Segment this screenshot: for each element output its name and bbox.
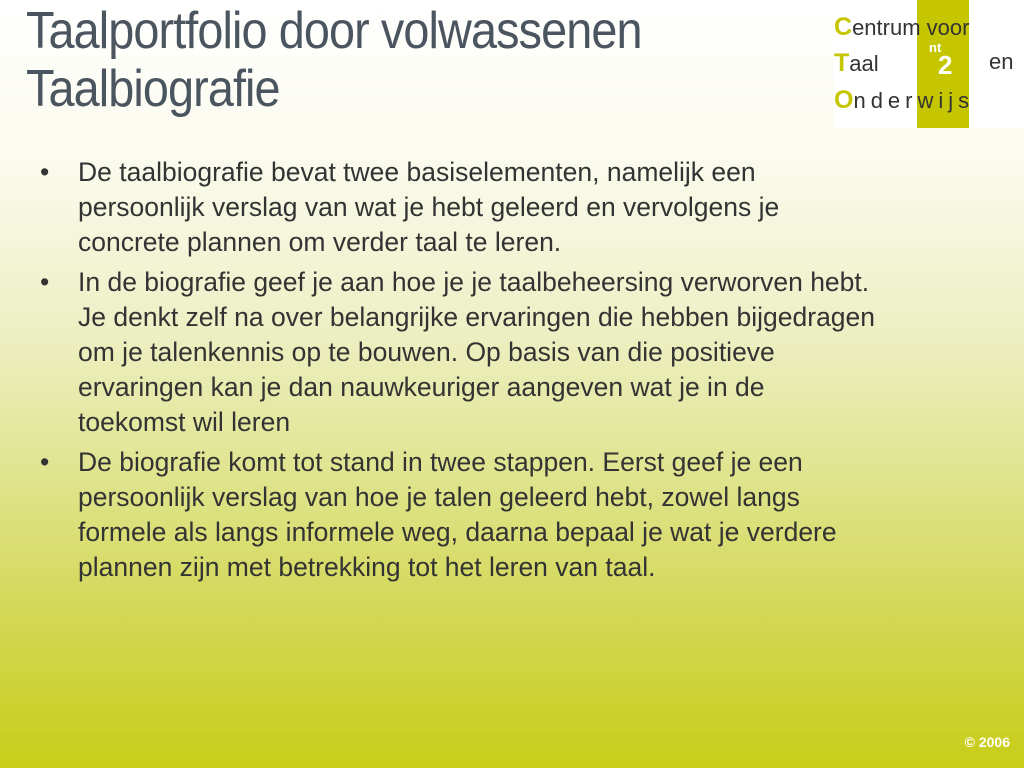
copyright-notice: © 2006: [964, 734, 1010, 750]
slide-title-line-1: Taalportfolio door volwassenen: [26, 2, 642, 60]
bullet-text: De biografie komt tot stand in twee stappen. Eerst geef je een persoonlijk verslag van hoe je talen geleerd hebt, zowel langs formele als langs informele weg, daarna bepaal je wat je verdere plannen zijn met betrekking tot het leren van taal.: [78, 447, 837, 582]
logo-line-1-rest: entrum voor: [852, 15, 970, 40]
logo-line-2-end: en: [989, 49, 1014, 74]
bullet-text: De taalbiografie bevat twee basiselementen, namelijk een persoonlijk verslag van wat je hebt geleerd en vervolgens je concrete plannen om verder taal te leren.: [78, 157, 780, 257]
logo-line-1: [834, 13, 1024, 42]
slide-title: [26, 2, 728, 118]
logo-line-3: [834, 86, 1024, 115]
bullet-dot-icon: •: [40, 267, 50, 297]
bullet-item: [40, 445, 878, 585]
cto-logo: [834, 0, 1024, 128]
logo-line-2-cap: T: [834, 49, 850, 77]
logo-line-3-cap: O: [834, 86, 854, 114]
bullet-list: [40, 155, 910, 590]
logo-line-3-rest: nderwijs: [853, 88, 975, 113]
logo-line-2: [834, 49, 1024, 78]
bullet-dot-icon: •: [40, 447, 50, 477]
bullet-text: In de biografie geef je aan hoe je je taalbeheersing verworven hebt. Je denkt zelf na over belangrijke ervaringen die hebben bijgedragen om je talenkennis op te bouwen. Op basis van die positieve ervaringen kan je dan nauwkeuriger aangeven wat je in de toekomst wil leren: [78, 267, 876, 437]
slide-title-line-2: Taalbiografie: [26, 60, 280, 118]
logo-line-2-rest: aal: [849, 51, 879, 76]
logo-badge-nt: nt: [929, 40, 942, 55]
logo-badge-number: 2: [938, 50, 953, 80]
logo-line-1-cap: C: [834, 13, 853, 41]
bullet-dot-icon: •: [40, 157, 50, 187]
bullet-item: [40, 265, 878, 440]
bullet-item: [40, 155, 878, 260]
